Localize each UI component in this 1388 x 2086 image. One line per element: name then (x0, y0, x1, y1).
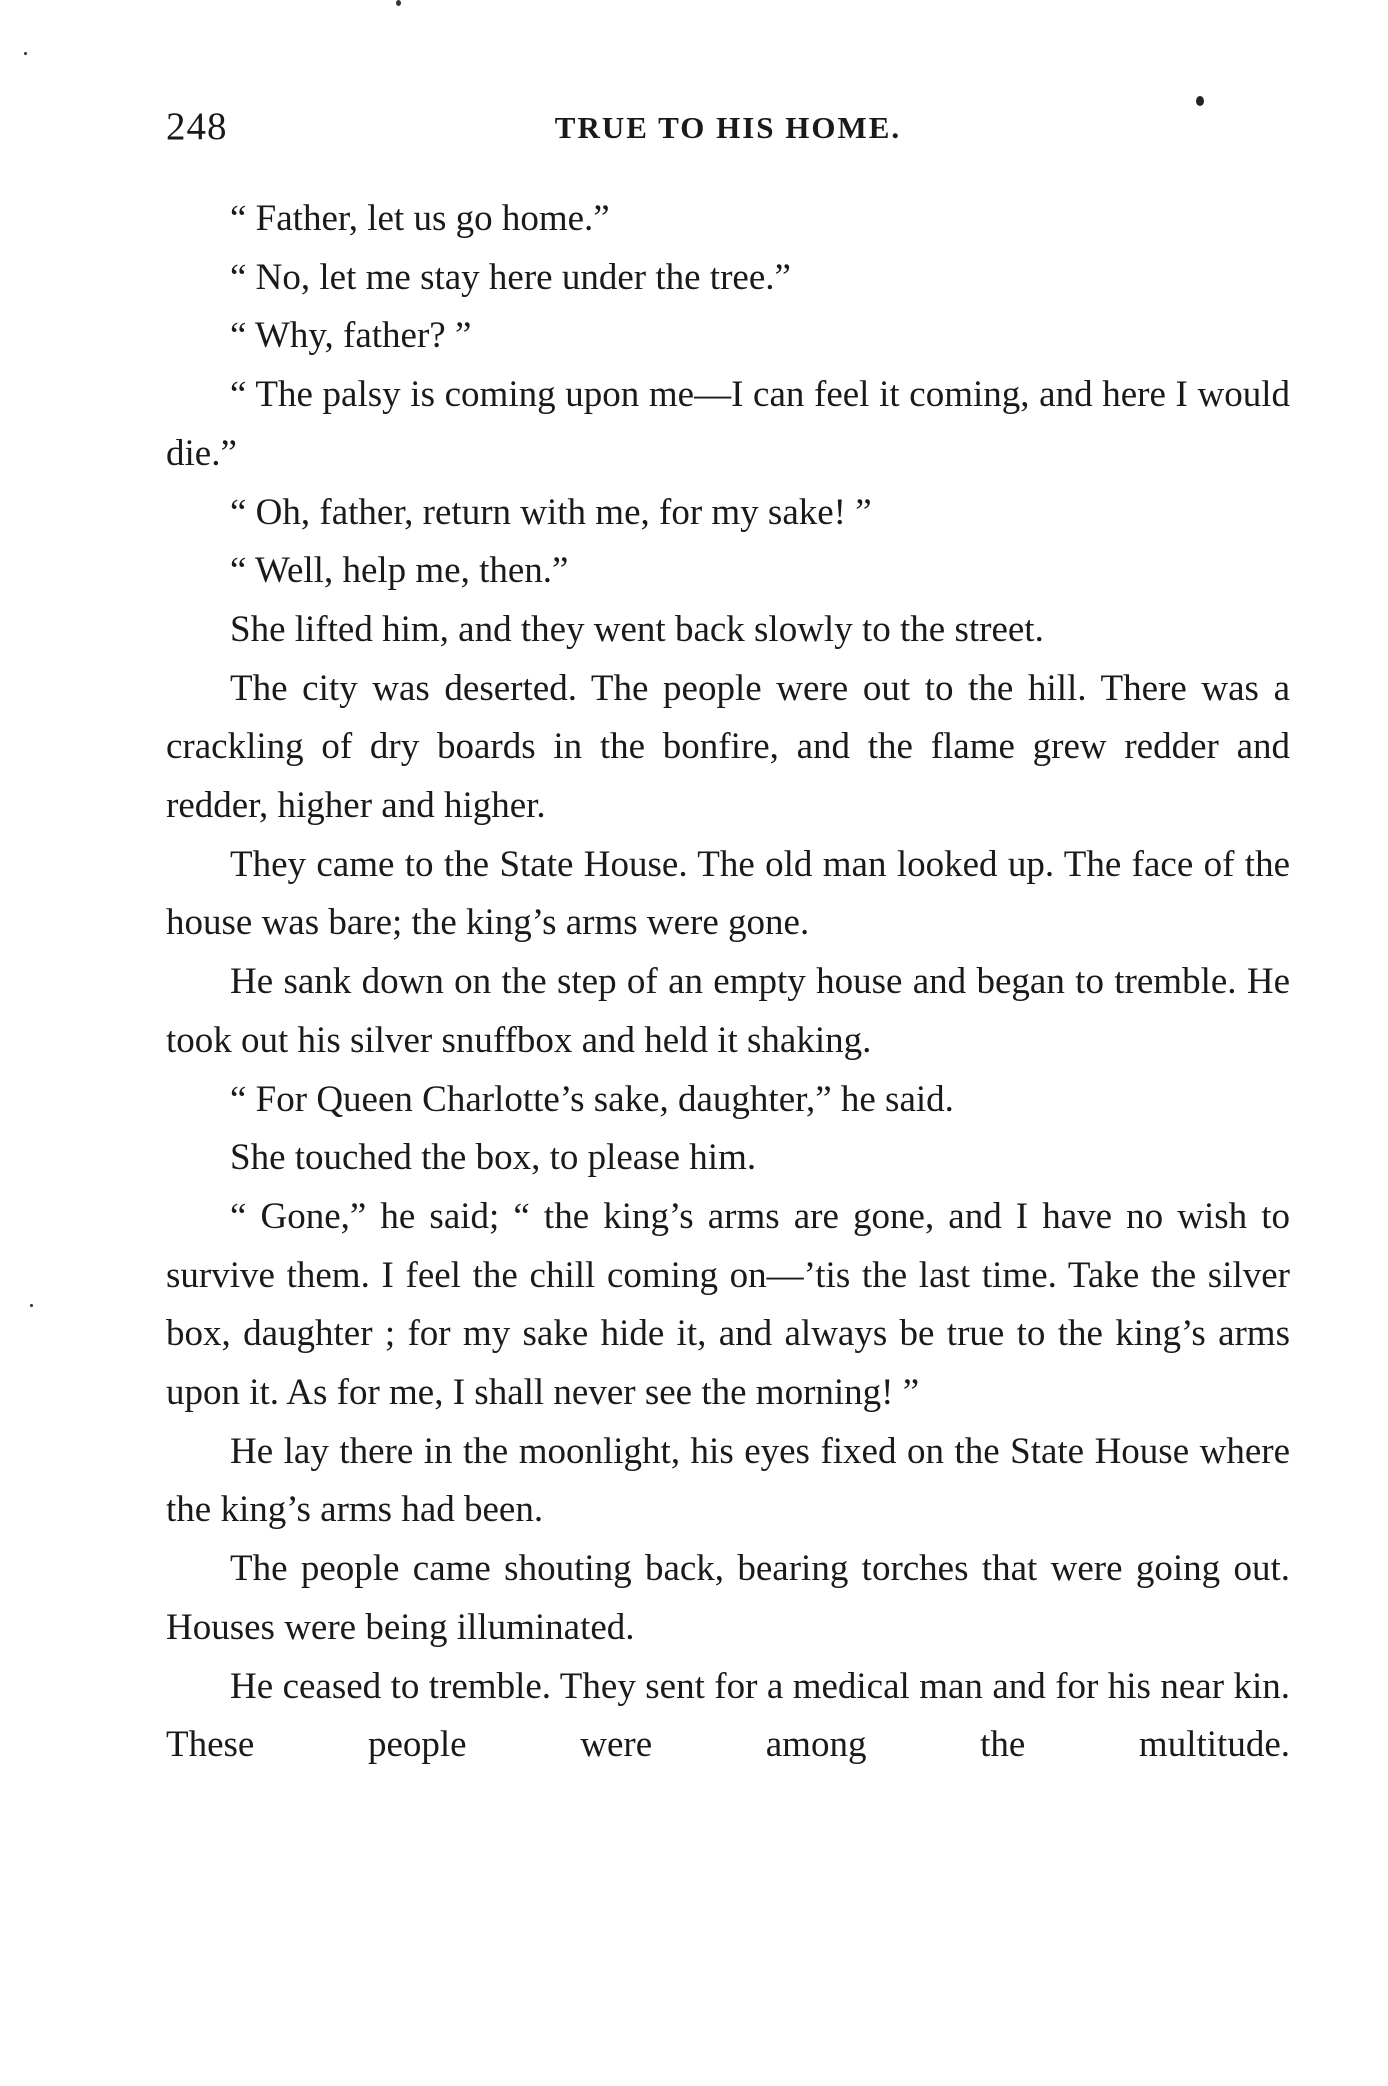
page-number: 248 (166, 105, 228, 148)
paragraph: He lay there in the moonlight, his eyes fixed on the State House where the king’s arms had been. (166, 1430, 1290, 1531)
body-text (166, 190, 1290, 1775)
ink-speck (396, 0, 401, 6)
paragraph: He ceased to tremble. They sent for a medical man and for his near kin. These people were among the multitude. (166, 1665, 1290, 1766)
page-header (166, 104, 1290, 164)
paragraph: “ The palsy is coming upon me—I can feel it coming, and here I would die.” (166, 374, 1290, 474)
paragraph: The city was deserted. The people were out to the hill. There was a crackling of dry boards in the bonfire, and the flame grew redder and redder, higher and higher. (166, 667, 1290, 827)
paragraph: She lifted him, and they went back slowly to the street. (230, 608, 1044, 650)
paragraph: “ Oh, father, return with me, for my sake! ” (230, 491, 872, 533)
paragraph: “ No, let me stay here under the tree.” (230, 256, 791, 298)
paragraph: She touched the box, to please him. (230, 1137, 757, 1179)
paragraph: The people came shouting back, bearing torches that were going out. Houses were being illuminated. (166, 1548, 1290, 1648)
paragraph: “ Gone,” he said; “ the king’s arms are gone, and I have no wish to survive them. I feel the chill coming on—’tis the last time. Take the silver box, daughter ; for my sake hide it, and always be true to the king’s arms upon it. As for me, I shall never see the morning! ” (166, 1195, 1290, 1414)
ink-speck (30, 1304, 33, 1307)
ink-speck (1196, 96, 1204, 106)
running-head: TRUE TO HIS HOME. (554, 110, 902, 145)
ink-speck (24, 52, 27, 55)
paragraph: He sank down on the step of an empty house and began to tremble. He took out his silver snuffbox and held it shaking. (166, 961, 1290, 1061)
paragraph: “ For Queen Charlotte’s sake, daughter,” he said. (230, 1078, 954, 1120)
paragraph: They came to the State House. The old man looked up. The face of the house was bare; the king’s arms were gone. (166, 843, 1290, 944)
paragraph: “ Well, help me, then.” (230, 550, 569, 592)
paragraph: “ Father, let us go home.” (230, 198, 610, 239)
paragraph: “ Why, father? ” (230, 315, 472, 357)
